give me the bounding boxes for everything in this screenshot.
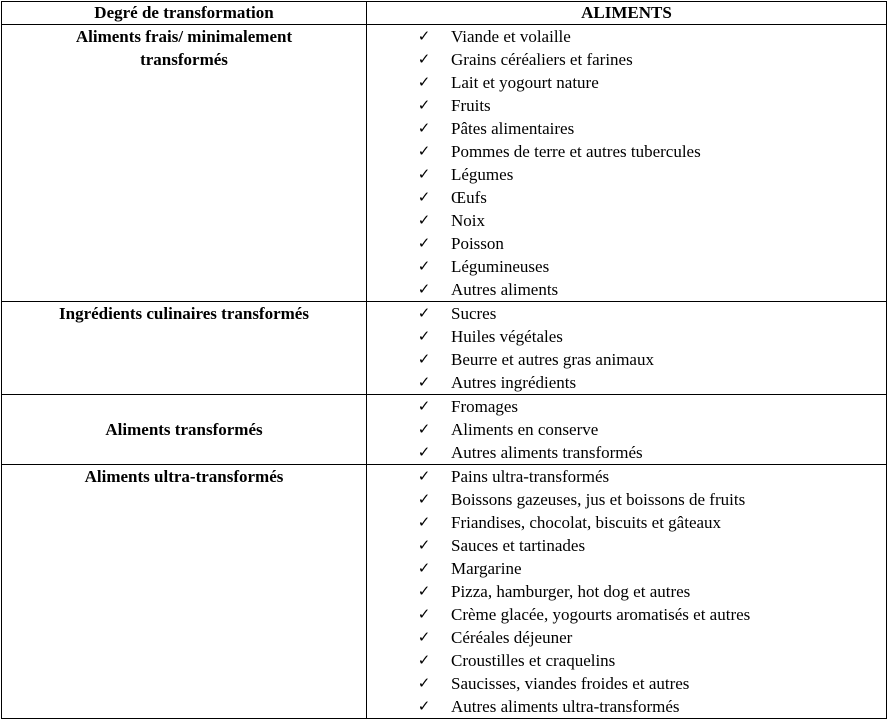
category-cell bbox=[2, 302, 367, 395]
checkmark-icon: ✓ bbox=[417, 605, 431, 623]
food-item-label: Friandises, chocolat, biscuits et gâteaux bbox=[451, 513, 722, 532]
food-item-label: Huiles végétales bbox=[451, 327, 563, 346]
list-item bbox=[367, 209, 886, 232]
checkmark-icon: ✓ bbox=[417, 142, 431, 160]
list-item bbox=[367, 163, 886, 186]
list-item bbox=[367, 255, 886, 278]
list-item bbox=[367, 348, 886, 371]
list-item bbox=[367, 48, 886, 71]
list-item bbox=[367, 302, 886, 325]
list-item bbox=[367, 232, 886, 255]
food-item-label: Sauces et tartinades bbox=[451, 536, 586, 555]
checkmark-icon: ✓ bbox=[417, 188, 431, 206]
list-item bbox=[367, 626, 886, 649]
food-list-cell bbox=[367, 465, 887, 719]
category-label: Ingrédients culinaires transformés bbox=[59, 304, 309, 323]
list-item bbox=[367, 395, 886, 418]
checkmark-icon: ✓ bbox=[417, 234, 431, 252]
food-item-label: Saucisses, viandes froides et autres bbox=[451, 674, 690, 693]
checkmark-icon: ✓ bbox=[417, 651, 431, 669]
table-row bbox=[2, 465, 887, 719]
list-item bbox=[367, 649, 886, 672]
table-row bbox=[2, 302, 887, 395]
list-item bbox=[367, 534, 886, 557]
list-item bbox=[367, 186, 886, 209]
table-row bbox=[2, 25, 887, 302]
list-item bbox=[367, 71, 886, 94]
food-item-label: Aliments en conserve bbox=[451, 420, 599, 439]
food-item-label: Autres aliments transformés bbox=[451, 443, 643, 462]
food-item-label: Pizza, hamburger, hot dog et autres bbox=[451, 582, 691, 601]
food-item-label: Légumineuses bbox=[451, 257, 550, 276]
category-label: Aliments ultra-transformés bbox=[84, 467, 284, 486]
food-item-label: Poisson bbox=[451, 234, 504, 253]
list-item bbox=[367, 488, 886, 511]
checkmark-icon: ✓ bbox=[417, 674, 431, 692]
list-item bbox=[367, 371, 886, 394]
list-item bbox=[367, 140, 886, 163]
food-item-label: Autres aliments bbox=[451, 280, 559, 299]
header-foods: ALIMENTS bbox=[367, 2, 887, 25]
food-item-label: Margarine bbox=[451, 559, 522, 578]
list-item bbox=[367, 580, 886, 603]
category-label: transformés bbox=[140, 50, 228, 69]
food-item-label: Céréales déjeuner bbox=[451, 628, 573, 647]
food-list bbox=[367, 25, 886, 301]
checkmark-icon: ✓ bbox=[417, 119, 431, 137]
checkmark-icon: ✓ bbox=[417, 467, 431, 485]
category-cell bbox=[2, 395, 367, 465]
checkmark-icon: ✓ bbox=[417, 490, 431, 508]
checkmark-icon: ✓ bbox=[417, 373, 431, 391]
checkmark-icon: ✓ bbox=[417, 628, 431, 646]
food-item-label: Pâtes alimentaires bbox=[451, 119, 575, 138]
food-item-label: Beurre et autres gras animaux bbox=[451, 350, 654, 369]
category-label: Aliments transformés bbox=[105, 420, 263, 439]
checkmark-icon: ✓ bbox=[417, 96, 431, 114]
list-item bbox=[367, 94, 886, 117]
category-cell bbox=[2, 25, 367, 302]
food-list-cell bbox=[367, 302, 887, 395]
food-item-label: Crème glacée, yogourts aromatisés et autres bbox=[451, 605, 751, 624]
list-item bbox=[367, 418, 886, 441]
checkmark-icon: ✓ bbox=[417, 582, 431, 600]
food-item-label: Autres ingrédients bbox=[451, 373, 577, 392]
food-item-label: Lait et yogourt nature bbox=[451, 73, 599, 92]
checkmark-icon: ✓ bbox=[417, 50, 431, 68]
list-item bbox=[367, 557, 886, 580]
list-item bbox=[367, 117, 886, 140]
food-item-label: Boissons gazeuses, jus et boissons de fruits bbox=[451, 490, 746, 509]
checkmark-icon: ✓ bbox=[417, 165, 431, 183]
food-item-label: Œufs bbox=[451, 188, 487, 207]
checkmark-icon: ✓ bbox=[417, 443, 431, 461]
food-item-label: Croustilles et craquelins bbox=[451, 651, 616, 670]
food-item-label: Légumes bbox=[451, 165, 514, 184]
checkmark-icon: ✓ bbox=[417, 697, 431, 715]
food-list bbox=[367, 395, 886, 464]
food-item-label: Grains céréaliers et farines bbox=[451, 50, 633, 69]
category-label: Aliments frais/ minimalement bbox=[75, 27, 293, 46]
food-item-label: Viande et volaille bbox=[451, 27, 571, 46]
checkmark-icon: ✓ bbox=[417, 350, 431, 368]
list-item bbox=[367, 25, 886, 48]
food-item-label: Fruits bbox=[451, 96, 491, 115]
category-cell bbox=[2, 465, 367, 719]
checkmark-icon: ✓ bbox=[417, 327, 431, 345]
checkmark-icon: ✓ bbox=[417, 304, 431, 322]
food-list bbox=[367, 465, 886, 718]
food-list-cell bbox=[367, 395, 887, 465]
food-item-label: Noix bbox=[451, 211, 485, 230]
food-transformation-table bbox=[1, 1, 887, 719]
list-item bbox=[367, 278, 886, 301]
checkmark-icon: ✓ bbox=[417, 536, 431, 554]
food-item-label: Autres aliments ultra-transformés bbox=[451, 697, 680, 716]
checkmark-icon: ✓ bbox=[417, 73, 431, 91]
table-body bbox=[2, 25, 887, 719]
list-item bbox=[367, 695, 886, 718]
food-item-label: Pommes de terre et autres tubercules bbox=[451, 142, 701, 161]
food-list bbox=[367, 302, 886, 394]
table-row bbox=[2, 395, 887, 465]
checkmark-icon: ✓ bbox=[417, 513, 431, 531]
list-item bbox=[367, 511, 886, 534]
food-item-label: Pains ultra-transformés bbox=[451, 467, 610, 486]
list-item bbox=[367, 441, 886, 464]
checkmark-icon: ✓ bbox=[417, 257, 431, 275]
food-item-label: Sucres bbox=[451, 304, 497, 323]
food-list-cell bbox=[367, 25, 887, 302]
header-row bbox=[2, 2, 887, 25]
food-item-label: Fromages bbox=[451, 397, 519, 416]
checkmark-icon: ✓ bbox=[417, 559, 431, 577]
checkmark-icon: ✓ bbox=[417, 27, 431, 45]
checkmark-icon: ✓ bbox=[417, 420, 431, 438]
checkmark-icon: ✓ bbox=[417, 211, 431, 229]
checkmark-icon: ✓ bbox=[417, 280, 431, 298]
list-item bbox=[367, 325, 886, 348]
checkmark-icon: ✓ bbox=[417, 397, 431, 415]
list-item bbox=[367, 465, 886, 488]
header-degree: Degré de transformation bbox=[2, 2, 367, 25]
list-item bbox=[367, 603, 886, 626]
list-item bbox=[367, 672, 886, 695]
